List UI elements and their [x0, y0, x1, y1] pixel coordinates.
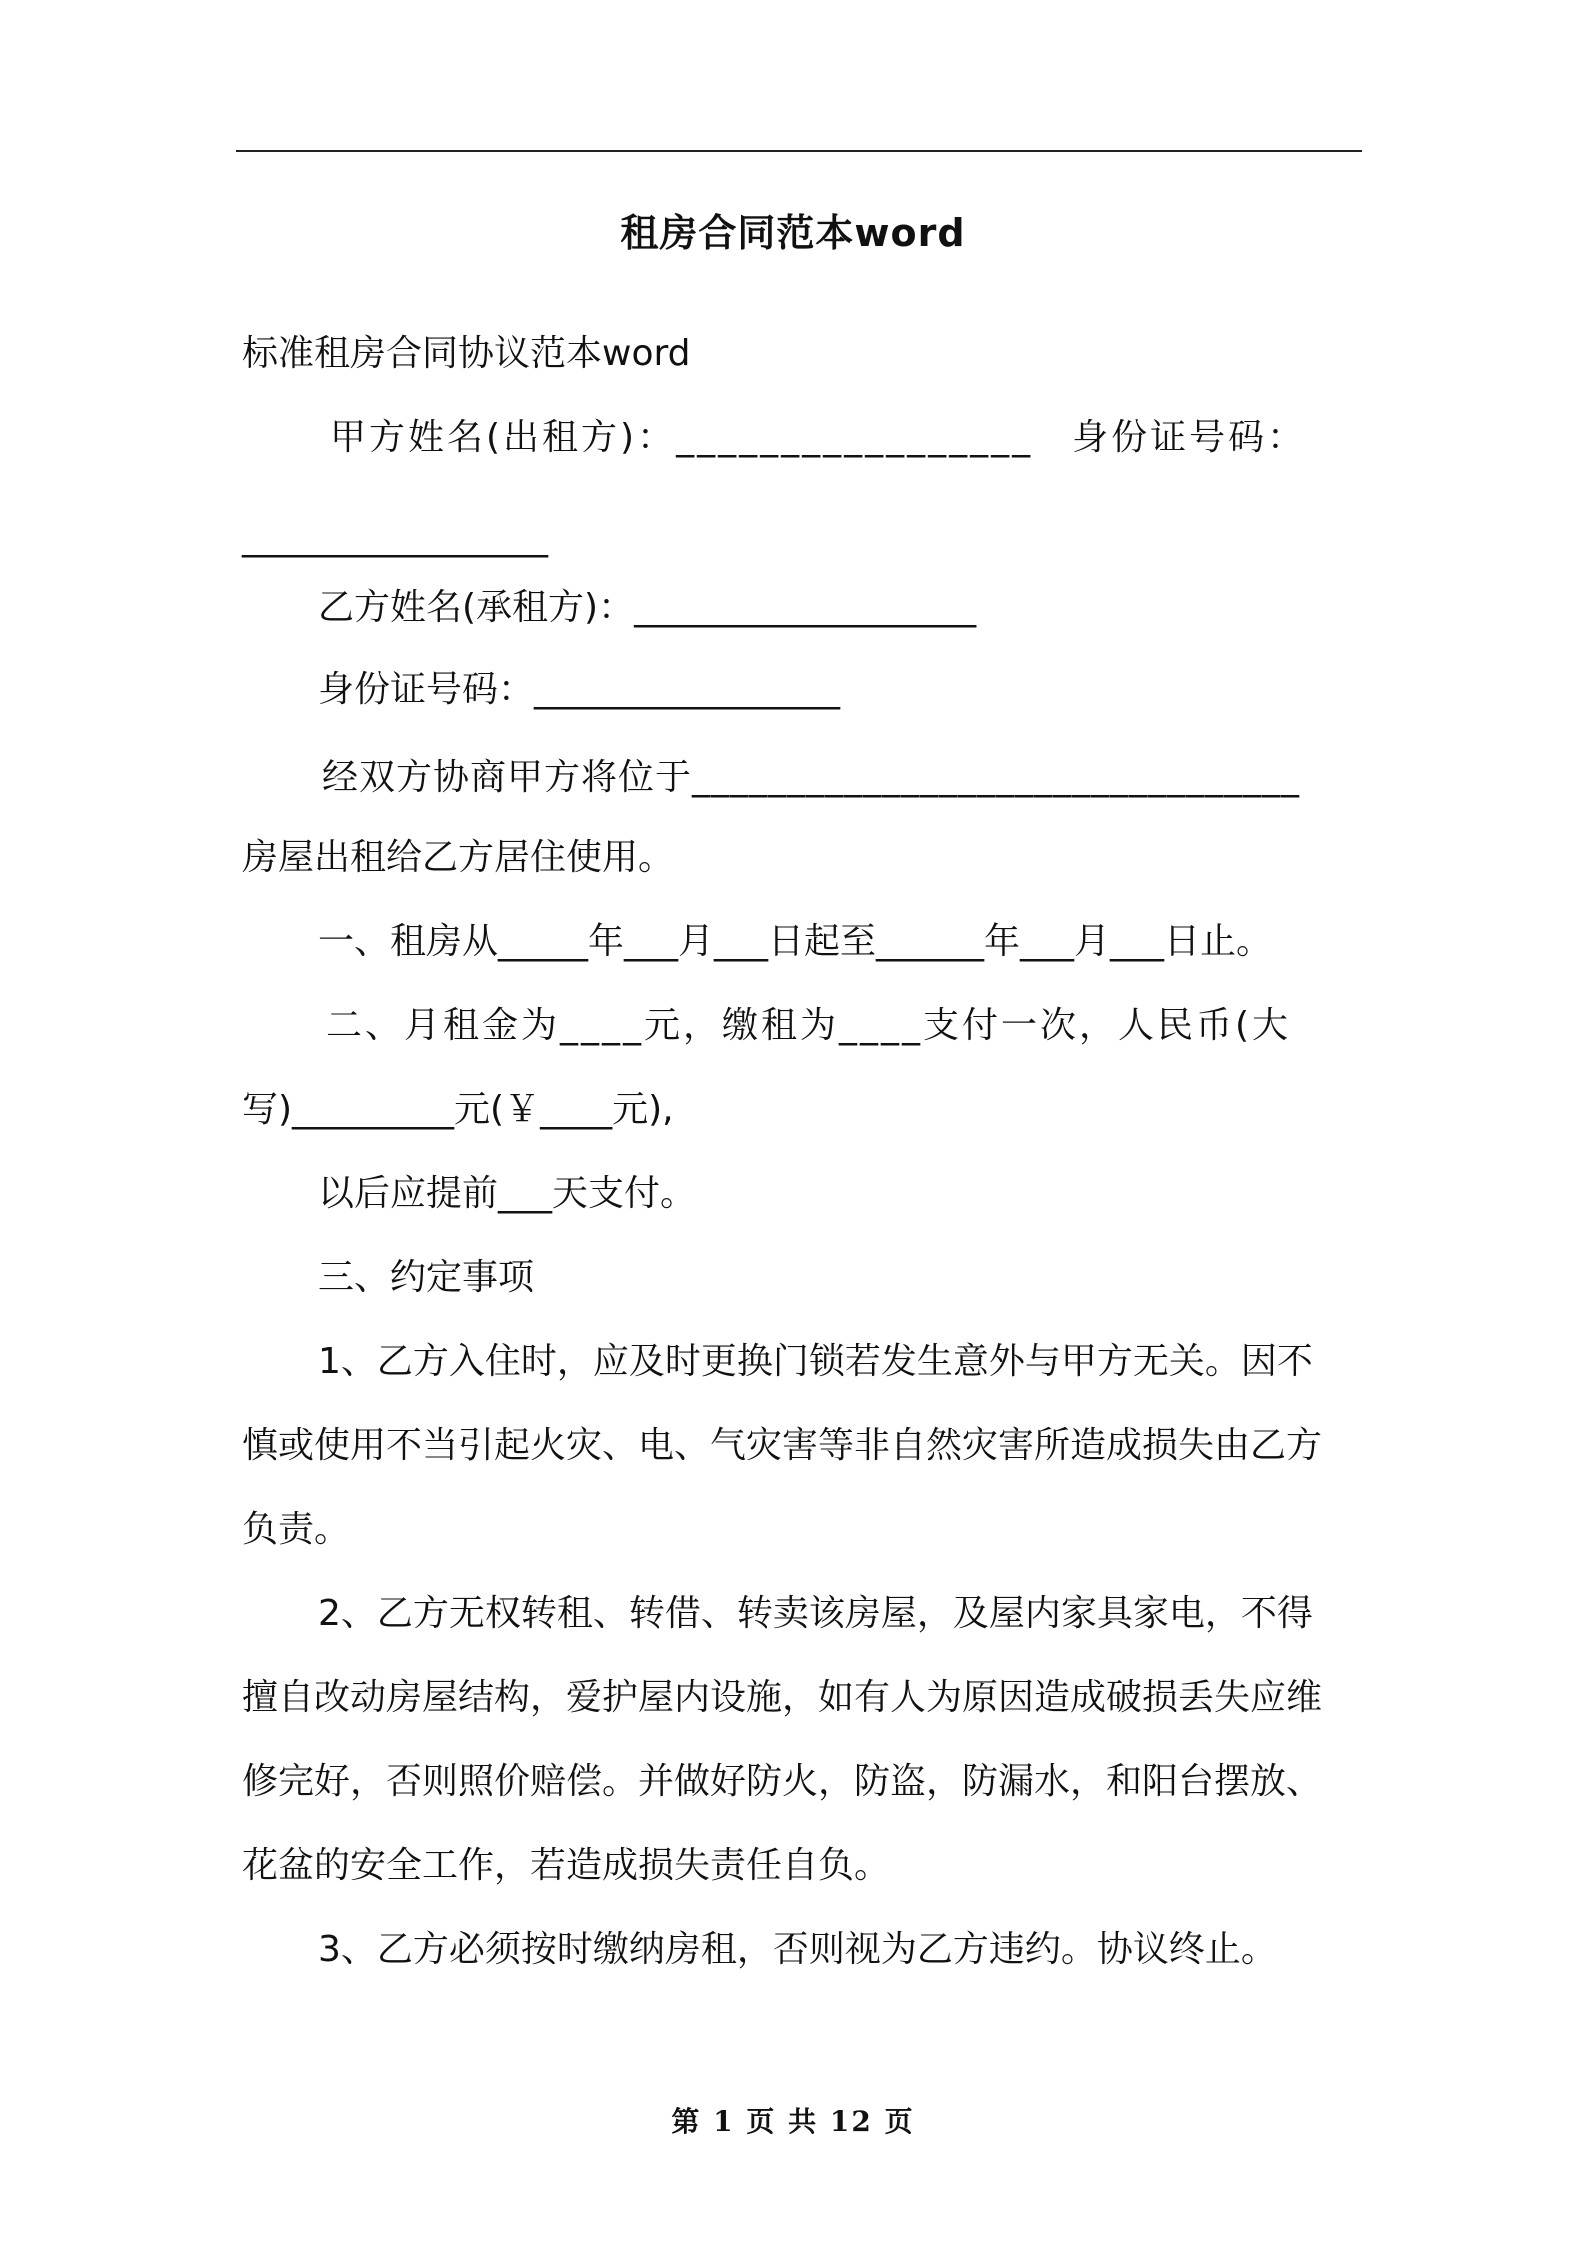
- party-a-id-blank: _________________: [242, 517, 548, 558]
- header-rule: [236, 150, 1362, 152]
- clause-2-line-3: 修完好，否则照价赔偿。并做好防火，防盗，防漏水，和阳台摆放、: [242, 1761, 1323, 1802]
- payment-advance-line: 以后应提前___天支付。: [318, 1173, 697, 1214]
- section-heading-agreements: 三、约定事项: [318, 1257, 535, 1298]
- premises-line: 经双方协商甲方将位于________________________________: [322, 757, 1301, 798]
- clause-2-line-1: 2、乙方无权转租、转借、转卖该房屋，及屋内家具家电，不得: [318, 1593, 1313, 1634]
- clause-1-line-3: 负责。: [242, 1509, 351, 1550]
- document-title: 租房合同范本word: [620, 211, 966, 255]
- premises-use-line: 房屋出租给乙方居住使用。: [242, 837, 675, 878]
- clause-2-line-2: 擅自改动房屋结构，爱护屋内设施，如有人为原因造成破损丢失应维: [242, 1677, 1323, 1718]
- clause-1-line-2: 慎或使用不当引起火灾、电、气灾害等非自然灾害所造成损失由乙方: [242, 1425, 1323, 1466]
- term-clause: 一、租房从_____年___月___日起至______年___月___日止。: [318, 921, 1273, 962]
- page-number-footer: 第 1 页 共 12 页: [671, 2105, 915, 2138]
- rent-amount-line: 写)_________元(￥____元),: [242, 1089, 674, 1130]
- clause-2-line-4: 花盆的安全工作，若造成损失责任自负。: [242, 1845, 891, 1886]
- subtitle-line: 标准租房合同协议范本word: [242, 333, 691, 374]
- party-a-name-line: 甲方姓名(出租方)：_________________ 身份证号码：: [330, 417, 1307, 458]
- clause-3-line-1: 3、乙方必须按时缴纳房租，否则视为乙方违约。协议终止。: [318, 1929, 1277, 1970]
- party-b-id-line: 身份证号码：_________________: [318, 669, 841, 710]
- rent-clause: 二、月租金为____元，缴租为____支付一次，人民币(大: [326, 1005, 1292, 1046]
- party-b-name-line: 乙方姓名(承租方)：___________________: [318, 587, 977, 628]
- clause-1-line-1: 1、乙方入住时，应及时更换门锁若发生意外与甲方无关。因不: [318, 1341, 1313, 1382]
